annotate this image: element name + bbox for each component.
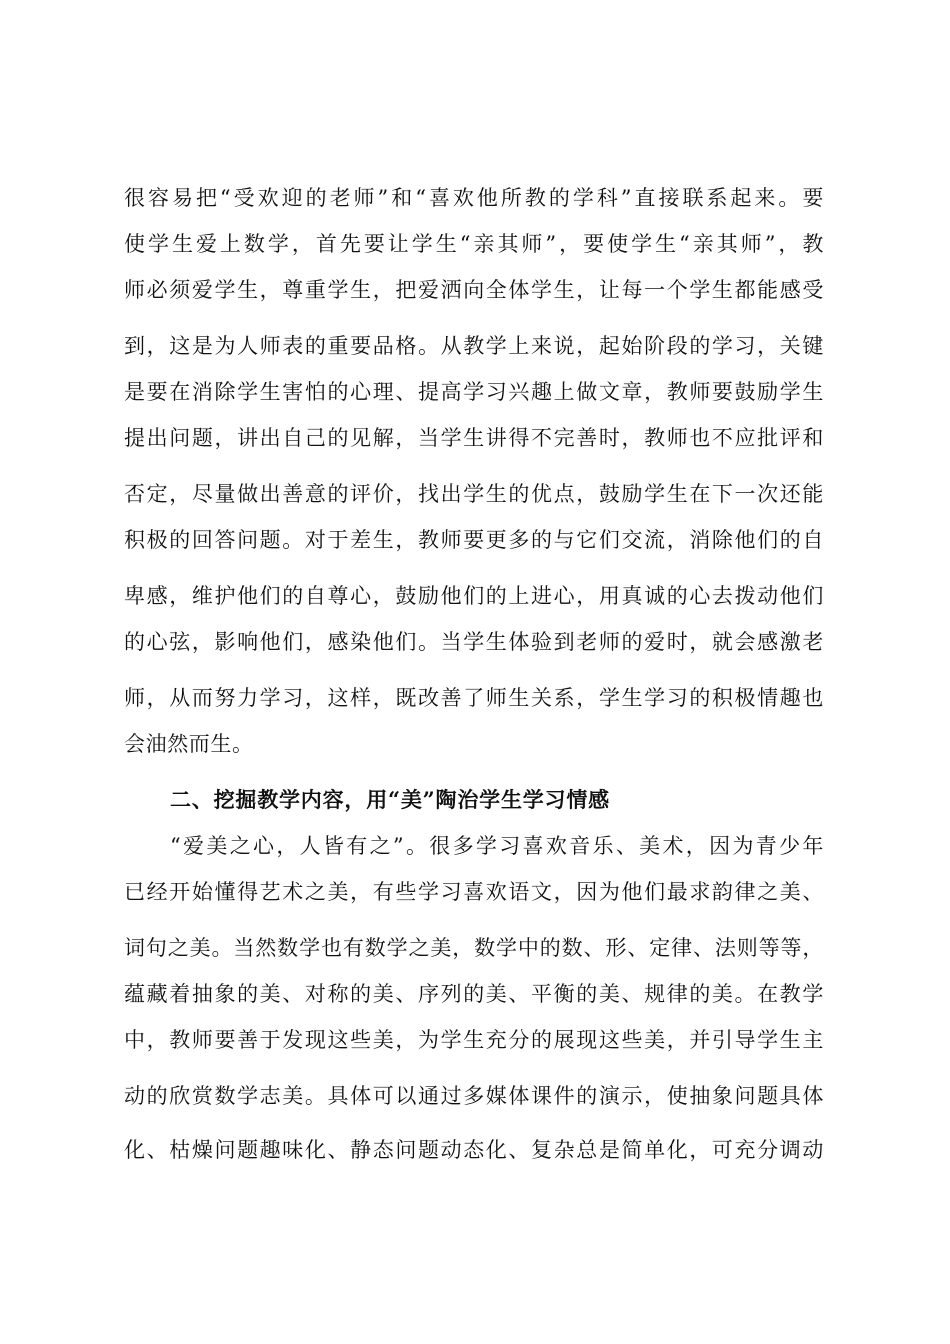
paragraph-line: 是要在消除学生害怕的心理、提高学习兴趣上做文章，教师要鼓励学生 <box>124 380 824 404</box>
paragraph-line: 化、枯燥问题趣味化、静态问题动态化、复杂总是简单化，可充分调动 <box>124 1138 824 1162</box>
paragraph-line: “爱美之心，人皆有之”。很多学习喜欢音乐、美术，因为青少年 <box>170 834 824 858</box>
paragraph-line: 卑感，维护他们的自尊心，鼓励他们的上进心，用真诚的心去拨动他们 <box>124 584 824 608</box>
paragraph-line: 已经开始懂得艺术之美，有些学习喜欢语文，因为他们最求韵律之美、 <box>124 880 824 904</box>
paragraph-line: 的心弦，影响他们，感染他们。当学生体验到老师的爱时，就会感激老 <box>124 630 824 654</box>
paragraph-line: 师必须爱学生，尊重学生，把爱洒向全体学生，让每一个学生都能感受 <box>124 278 824 302</box>
paragraph-line: 使学生爱上数学，首先要让学生“亲其师”，要使学生“亲其师”，教 <box>124 232 824 256</box>
paragraph-line: 会油然而生。 <box>124 732 254 756</box>
paragraph-line: 师，从而努力学习，这样，既改善了师生关系，学生学习的积极情趣也 <box>124 686 824 710</box>
paragraph-line: 积极的回答问题。对于差生，教师要更多的与它们交流，消除他们的自 <box>124 528 824 552</box>
paragraph-line: 很容易把“受欢迎的老师”和“喜欢他所教的学科”直接联系起来。要 <box>124 186 824 210</box>
paragraph-line: 蕴藏着抽象的美、对称的美、序列的美、平衡的美、规律的美。在教学 <box>124 982 824 1006</box>
paragraph-line: 到，这是为人师表的重要品格。从教学上来说，起始阶段的学习，关键 <box>124 334 824 358</box>
paragraph-line: 动的欣赏数学志美。具体可以通过多媒体课件的演示，使抽象问题具体 <box>124 1084 824 1108</box>
paragraph-line: 中，教师要善于发现这些美，为学生充分的展现这些美，并引导学生主 <box>124 1028 824 1052</box>
paragraph-line: 提出问题，讲出自己的见解，当学生讲得不完善时，教师也不应批评和 <box>124 426 824 450</box>
paragraph-line: 词句之美。当然数学也有数学之美，数学中的数、形、定律、法则等等， <box>124 936 824 960</box>
paragraph-line: 否定，尽量做出善意的评价，找出学生的优点，鼓励学生在下一次还能 <box>124 482 824 506</box>
section-heading: 二、挖掘教学内容，用“美”陶治学生学习情感 <box>170 787 610 812</box>
